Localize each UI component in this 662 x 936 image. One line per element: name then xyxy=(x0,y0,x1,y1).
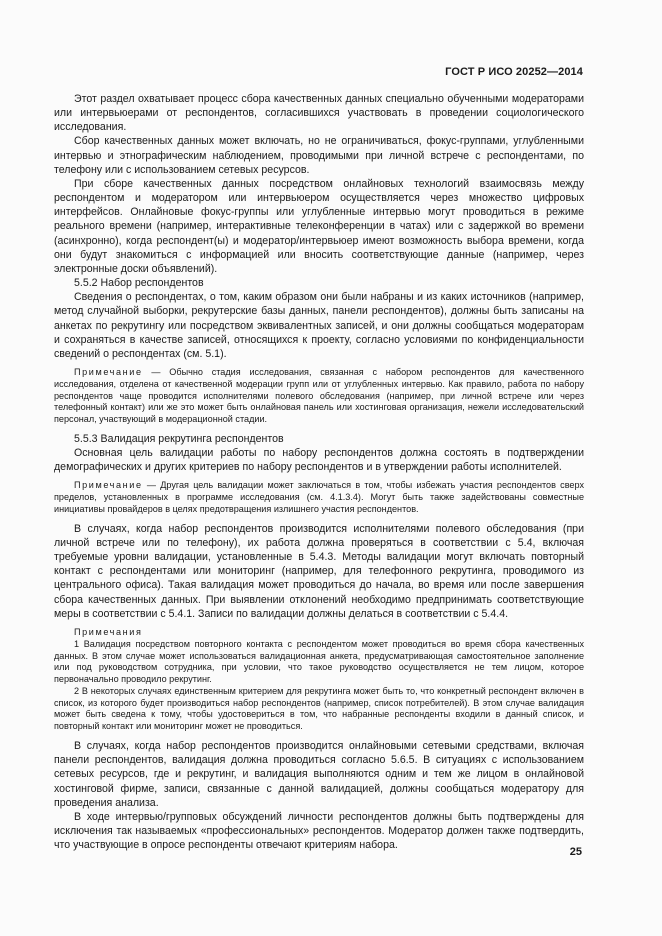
paragraph-methods: Сбор качественных данных может включать, но не ограничиваться, фокус-группами, углубленными интервью и этнографическим наблюдением, проводимыми при личной встрече с респондентами, по телефону или с использованием сетевых ресурсов. xyxy=(54,135,584,176)
paragraph-online: При сборе качественных данных посредством онлайновых технологий взаимосвязь между респондентом и модератором или интервьюером осуществляется через множество цифровых интерфейсов. Онлайновые фокус-группы или углубленные интервью могут проводиться в режиме реального времени (например, интерактивные телеконференции в чатах) или с задержкой во времени (асинхронно), когда респондент(ы) и модератор/интервьюер имеют возможность выбора времени, когда они будут знакомиться с информацией или вносить соответствующие данные (например, через электронные доски объявлений). xyxy=(54,177,584,275)
note-recruitment xyxy=(54,367,584,426)
note-2: 2 В некоторых случаях единственным критерием для рекрутинга может быть то, что конкретный респондент включен в список, из которого будет производиться набор респондентов (например, список потребителей). В этом случае валидация может быть сведена к тому, чтобы удостовериться в том, что набранные респонденты входили в данный список, и повторный контакт или мониторинг может не проводиться. xyxy=(54,685,584,732)
paragraph-online-validation: В случаях, когда набор респондентов производится онлайновыми сетевыми средствами, включая панели респондентов, валидация должна проводиться согласно 5.6.5. В ситуациях с использованием сетевых ресурсов, где и рекрутинг, и валидация выполняются одним и тем же лицом в онлайновой хостинговой фирме, записи, связанные с данной валидацией, должны сообщаться модератору для проведения анализа. xyxy=(54,740,584,809)
note-text: Другая цель валидации может заключаться в том, чтобы избежать участия респондентов сверх пределов, установленных в программе исследования (см. 4.1.3.4). Могут быть также задействованы совместные инициативы провайдеров в целях предотвращения излишнего участия респондентов. xyxy=(54,480,584,515)
paragraph-scope: Этот раздел охватывает процесс сбора качественных данных специально обученными модераторами или интервьюерами от респондентов, согласившихся участвовать в проведении социологического исследования. xyxy=(54,93,584,134)
page-number: 25 xyxy=(569,846,582,858)
page-content xyxy=(54,92,584,852)
note-dash: — xyxy=(142,480,161,491)
paragraph-recruitment: Сведения о респондентах, о том, каким образом они были набраны и из каких источников (например, метод случайной выборки, рекрутерские базы данных, панели респондентов), должны быть записаны на анкетах по рекрутингу или посредством эквивалентных записей, и они должны сообщаться модераторам и сохраняться в качестве записей, относящихся к проекту, согласно условиями по конфиденциальности сведений о респондентах (см. 5.1). xyxy=(54,291,584,360)
notes-title: Примечания xyxy=(74,626,143,637)
section-heading-5-5-3: 5.5.3 Валидация рекрутинга респондентов xyxy=(74,432,284,445)
section-heading-5-5-2: 5.5.2 Набор респондентов xyxy=(74,277,204,290)
note-text: Обычно стадия исследования, связанная с набором респондентов для качественного исследования, отделена от качественной модерации групп или от углубленных интервью. Как правило, работа по набору респондентов чаще проводится исполнителями полевого обследования (например, при личной встрече или через телефонный контакт) или же это может быть онлайновая панель или хостинговая организация, нежели исследовательский персонал, участвующий в модерационной стадии. xyxy=(54,366,584,425)
note-1: 1 Валидация посредством повторного контакта с респондентом может проводиться во время сбора качественных данных. В этом случае может использоваться валидационная анкета, предусматривающая самостоятельное заполнение или под руководством сотрудника, при условии, что такое руководство осуществляется не тем лицом, которое первоначально проводило рекрутинг. xyxy=(54,638,584,685)
note-label: Примечание xyxy=(74,480,143,491)
note-validation xyxy=(54,480,584,515)
paragraph-field-validation: В случаях, когда набор респондентов производится исполнителями полевого обследования (при личной встрече или по телефону), их работа должна проверяться в соответствии с 5.4, включая требуемые уровни валидации, установленные в 5.4.3. Методы валидации могут включать повторный контакт с респондентами или мониторинг (например, для телефонного рекрутинга, проводимого из центрального офиса). Такая валидация может проводиться до начала, во время или после завершения сбора качественных данных. При выявлении отклонений необходимо предпринимать соответствующие меры в соответствии с 5.4.1. Записи по валидации должны делаться в соответствии с 5.4.4. xyxy=(54,522,584,620)
note-label: Примечание xyxy=(74,366,143,377)
standard-header: ГОСТ Р ИСО 20252—2014 xyxy=(445,66,583,78)
note-dash: — xyxy=(142,366,170,377)
paragraph-identity-check: В ходе интервью/групповых обсуждений личности респондентов должны быть подтверждены для исключения так называемых «профессиональных» респондентов. Модератор должен также подтвердить, что участвующие в опросе респонденты отвечают критериям набора. xyxy=(54,810,584,852)
paragraph-validation-goal: Основная цель валидации работы по набору респондентов должна состоять в подтверждении демографических и других критериев по набору респондентов и в утверждении работы исполнителей. xyxy=(54,447,584,474)
